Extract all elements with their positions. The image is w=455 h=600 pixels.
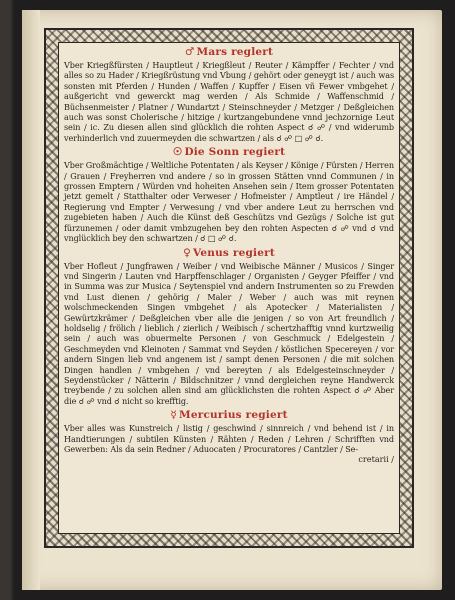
section-heading <box>64 146 394 159</box>
heading-text: Venus regiert <box>192 246 275 259</box>
mercury-symbol-icon: ☿ <box>170 409 178 422</box>
heading-text: Mars reglert <box>196 46 274 58</box>
section-sun <box>64 146 394 243</box>
section-body: Vber Hofleut / Jungfrawen / Weiber / vnd Weibische Männer / Musicos / Singer vnd Singerin / Lauten vnd Harpffenschlager / Organisten / Geyger Pfeiffer / vnd in Summa was zur Musica / Seytenspiel vnd andern Instrumenten so zu Frewden vnd Lust dienen / gehörig / Maler / Weber / auch was mit reynen wolschmeckenden Singen vmbgehet / als Apotecker / Materialisten / Gewürtzkrämer / Deßgleichen vber alle die jenigen / so von Art freundlich / holdselig / frölich / lieblich / zierlich / Weibisch / schertzhafftig vnnd kurtzweilig sein / auch was obuermelte Personen / von Geschmuck / Edelgestein / Geschmeyden vnd Kleinoten / Sammat vnd Seyden / köstlichen Specereyen / vor andern Singen lieb vnd angenem ist / sampt denen Personen / die mit solchen Dingen handlen / vmbgehen / vnd bereyten / als Edelgesteinschneyder / Seydenstücker / Nätterin / Bildschnitzer / vnnd dergleichen reyne Handwerck treybende / zu solchen allen sind am glücklichsten die rohten Aspect ☌ ☍ Aber die ☌ ☍ vnd ☌ nicht so krefftig. <box>64 260 394 406</box>
section-mars <box>64 46 394 143</box>
heading-text: Mercurius regiert <box>179 409 288 422</box>
page-gutter-shadow <box>22 10 40 590</box>
sun-symbol-icon: ☉ <box>172 146 183 159</box>
venus-symbol-icon: ♀ <box>183 246 191 259</box>
section-body: Vber alles was Kunstreich / listig / geschwind / sinnreich / vnd behend ist / in Handtierungen / subtilen Künsten / Rähten / Reden / Lehren / Schrifften vnd Gewerben: Als da sein Redner / Aduocaten / Procuratores / Cantzler / Se- <box>64 423 394 454</box>
section-heading <box>64 409 394 422</box>
section-heading <box>64 46 394 59</box>
catchword: cretarii / <box>358 454 394 465</box>
mars-symbol-icon: ♂ <box>184 46 195 58</box>
heading-text: Die Sonn regiert <box>184 146 286 159</box>
section-heading <box>64 247 394 260</box>
section-venus <box>64 247 394 407</box>
section-body: Vber Großmächtige / Weltliche Potentaten / als Keyser / Könige / Fürsten / Herren / Grauen / Freyherren vnd andere / so in grossen Stätten vnnd Communen / in grossen Emptern / Würden vnd hoheiten Ansehen sein / Item grosser Potentaten jetzt gemelt / Statthalter oder Verweser / Hofmeister / Amptleut / ire Händel / Regierung vnd Empter / Verwesung / vnd vber andere Leut zu herrschen vnd zugebieten haben / Auch die Künst deß Geschützs vnd Gezügs / Solche ist gut fürzunemen / oder damit vmbzugehen bey den rohten Aspecten ☌ ☍ vnd ☌ vnd vnglücklich bey den schwartzen / ☌ □ ☍ ☌. <box>64 160 394 244</box>
section-mercury <box>64 409 394 465</box>
text-block <box>58 42 400 534</box>
section-body: Vber Kriegßfürsten / Hauptleut / Kriegßleut / Reuter / Kämpffer / Fechter / vnd alles so zu Hader / Kriegßrüstung vnd Vbung / gehört oder geneygt ist / auch was sonsten mit Pferden / Hunden / Waffen / Kupffer / Eisen vñ Fewer vmbgehet / außgericht vnd gewerckt mag werden / Als Schmide / Waffenschmid / Büchsenmeister / Platner / Wundartzt / Steinschneyder / Metzger / Deßgleichen auch was sonst Cholerische / hitzige / kurtzangebundene vnnd jechzornige Leut sein / ic. Zu diesen allen sind glücklich die rohten Aspect ☌ ☍ / vnd widerumb verhinderlich vnd zuuermeyden die schwartzen / als ☌ ☍ □ ☍ ☌. <box>64 60 394 143</box>
